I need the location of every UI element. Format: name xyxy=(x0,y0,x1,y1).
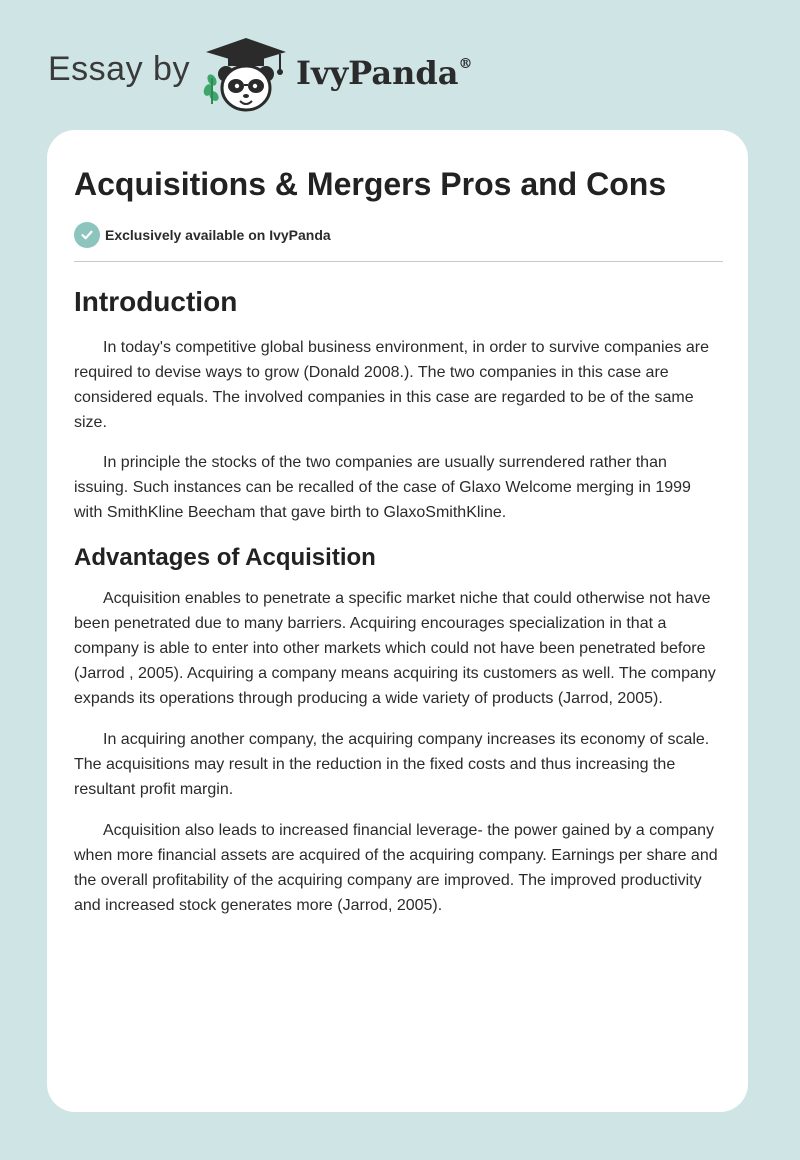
title-divider xyxy=(74,261,723,262)
section-heading-introduction: Introduction xyxy=(74,286,238,317)
registered-mark: ® xyxy=(458,56,473,72)
exclusive-badge xyxy=(74,222,331,248)
paragraph: In principle the stocks of the two companies are usually surrendered rather than issuing. Such instances can be recalled of the case of Glaxo Welcome merging in 1999 with SmithKline Beecham that gave birth to GlaxoSmithKline. xyxy=(74,454,691,521)
paragraph: In acquiring another company, the acquiring company increases its economy of scale. The acquisitions may result in the reduction in the fixed costs and thus increasing the resultant profit margin. xyxy=(74,731,710,798)
panda-graduate-logo-icon xyxy=(200,34,292,114)
section-heading-advantages: Advantages of Acquisition xyxy=(74,544,376,571)
paragraph: Acquisition also leads to increased financial leverage- the power gained by a company when more financial assets are acquired of the acquiring company. Earnings per share and the overall profitability of the acquiring company are improved. The improved productivity and increased stock generates more (Jarrod, 2005). xyxy=(74,822,718,914)
page-title: Acquisitions & Mergers Pros and Cons xyxy=(74,166,667,202)
brand-name xyxy=(296,54,472,92)
essay-by-label: Essay by xyxy=(48,50,190,88)
paragraph: Acquisition enables to penetrate a specific market niche that could otherwise not have been penetrated due to many barriers. Acquiring encourages specialization in that a company is able to enter into other markets which could not have been penetrated before (Jarrod , 2005). Acquiring a company means acquiring its customers as well. The company expands its operations through producing a wide variety of products (Jarrod, 2005). xyxy=(74,590,716,707)
essay-card xyxy=(47,130,748,1112)
essay-body xyxy=(74,278,723,918)
site-header xyxy=(0,0,800,130)
paragraph: In today's competitive global business environment, in order to survive companies are required to devise ways to grow (Donald 2008.). The two companies in this case are considered equals. The involved companies in this case are regarded to be of the same size. xyxy=(74,339,710,431)
exclusive-badge-label: Exclusively available on IvyPanda xyxy=(105,227,331,243)
check-icon xyxy=(74,222,100,248)
brand-name-text: IvyPanda xyxy=(296,54,459,92)
